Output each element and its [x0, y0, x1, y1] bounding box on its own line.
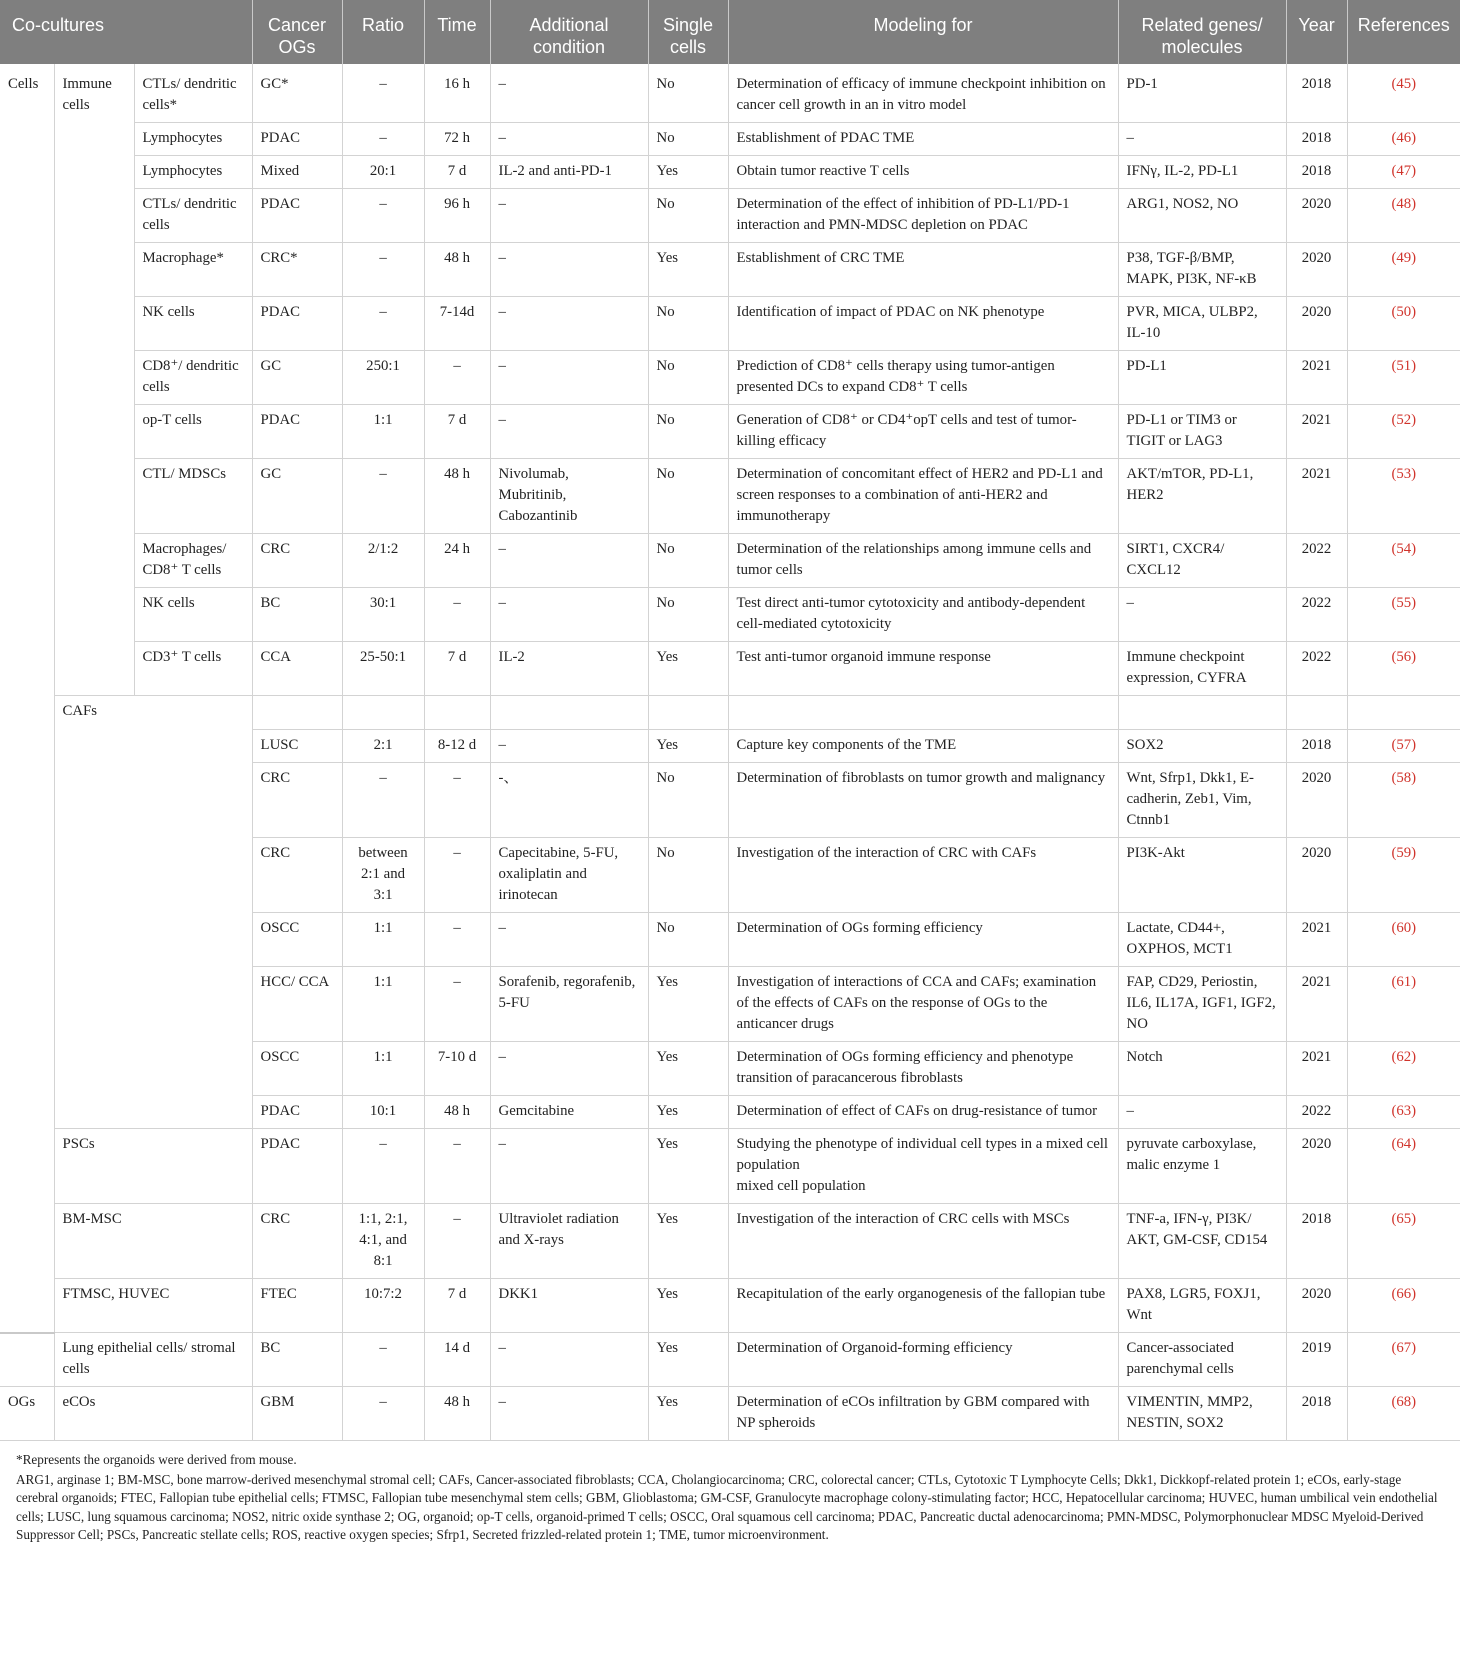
ratio-cell: 20:1 [342, 156, 424, 189]
model-cell: Determination of the effect of inhibition of PD-L1/PD-1 interaction and PMN-MDSC depletion on PDAC [728, 189, 1118, 243]
reference-link[interactable]: (50) [1347, 297, 1460, 351]
reference-link[interactable]: (65) [1347, 1204, 1460, 1279]
reference-link[interactable]: (46) [1347, 123, 1460, 156]
time-cell: – [424, 967, 490, 1042]
additional-cell: – [490, 588, 648, 642]
additional-cell: – [490, 1387, 648, 1441]
ratio-cell: – [342, 459, 424, 534]
model-cell: Investigation of interactions of CCA and CAFs; examination of the effects of CAFs on the response of OGs to the anticancer drugs [728, 967, 1118, 1042]
genes-cell: IFNγ, IL-2, PD-L1 [1118, 156, 1286, 189]
reference-link[interactable]: (63) [1347, 1096, 1460, 1129]
header-cocultures: Co-cultures [0, 0, 252, 64]
time-cell: 14 d [424, 1333, 490, 1387]
additional-cell: – [490, 243, 648, 297]
year-cell: 2020 [1286, 243, 1347, 297]
genes-cell: PD-1 [1118, 64, 1286, 123]
additional-cell: DKK1 [490, 1279, 648, 1333]
sub-cell: NK cells [134, 297, 252, 351]
time-cell: 7 d [424, 1279, 490, 1333]
table-row [0, 243, 1460, 297]
model-cell: Determination of eCOs infiltration by GBM compared with NP spheroids [728, 1387, 1118, 1441]
model-cell: Recapitulation of the early organogenesis of the fallopian tube [728, 1279, 1118, 1333]
time-cell: – [424, 913, 490, 967]
sub-cell: CTLs/ dendritic cells* [134, 64, 252, 123]
genes-cell: AKT/mTOR, PD-L1, HER2 [1118, 459, 1286, 534]
empty-cell [1347, 696, 1460, 730]
ratio-cell: 25-50:1 [342, 642, 424, 696]
reference-link[interactable]: (56) [1347, 642, 1460, 696]
additional-cell: – [490, 297, 648, 351]
single-cell: No [648, 351, 728, 405]
single-cell: No [648, 913, 728, 967]
og-cell: CRC [252, 763, 342, 838]
additional-cell: – [490, 1042, 648, 1096]
model-cell: Determination of OGs forming efficiency and phenotype transition of paracancerous fibroblasts [728, 1042, 1118, 1096]
header-refs: References [1347, 0, 1460, 64]
og-cell: FTEC [252, 1279, 342, 1333]
table-row [0, 1279, 1460, 1333]
reference-link[interactable]: (58) [1347, 763, 1460, 838]
header-time: Time [424, 0, 490, 64]
table-row [0, 156, 1460, 189]
og-cell: PDAC [252, 297, 342, 351]
year-cell: 2021 [1286, 351, 1347, 405]
genes-cell: P38, TGF-β/BMP, MAPK, PI3K, NF-κB [1118, 243, 1286, 297]
single-cell: Yes [648, 243, 728, 297]
model-cell: Determination of the relationships among immune cells and tumor cells [728, 534, 1118, 588]
og-cell: PDAC [252, 189, 342, 243]
single-cell: Yes [648, 1096, 728, 1129]
header-row [0, 0, 1460, 64]
ratio-cell: 1:1 [342, 1042, 424, 1096]
additional-cell: – [490, 534, 648, 588]
og-cell: BC [252, 1333, 342, 1387]
reference-link[interactable]: (66) [1347, 1279, 1460, 1333]
immune-continued-cell [54, 351, 134, 696]
category-ftmsc-huvec: FTMSC, HUVEC [54, 1279, 252, 1333]
og-cell: CCA [252, 642, 342, 696]
additional-cell: – [490, 123, 648, 156]
single-cell: Yes [648, 1129, 728, 1204]
genes-cell: Immune checkpoint expression, CYFRA [1118, 642, 1286, 696]
time-cell: 7 d [424, 405, 490, 459]
model-cell: Test direct anti-tumor cytotoxicity and antibody-dependent cell-mediated cytotoxicity [728, 588, 1118, 642]
og-cell: BC [252, 588, 342, 642]
category-immune: Immune cells [54, 64, 134, 351]
single-cell: Yes [648, 156, 728, 189]
ratio-cell: 10:1 [342, 1096, 424, 1129]
footnote-star: *Represents the organoids were derived from mouse. [16, 1452, 297, 1467]
footnotes [0, 1441, 1460, 1545]
single-cell: Yes [648, 730, 728, 763]
genes-cell: Cancer-associated parenchymal cells [1118, 1333, 1286, 1387]
year-cell: 2021 [1286, 913, 1347, 967]
ratio-cell: 2:1 [342, 730, 424, 763]
og-cell: PDAC [252, 405, 342, 459]
model-cell: Obtain tumor reactive T cells [728, 156, 1118, 189]
year-cell: 2021 [1286, 1042, 1347, 1096]
genes-cell: PVR, MICA, ULBP2, IL-10 [1118, 297, 1286, 351]
year-cell: 2020 [1286, 763, 1347, 838]
year-cell: 2018 [1286, 156, 1347, 189]
additional-cell: Gemcitabine [490, 1096, 648, 1129]
genes-cell: – [1118, 123, 1286, 156]
time-cell: 48 h [424, 459, 490, 534]
single-cell: Yes [648, 1279, 728, 1333]
year-cell: 2022 [1286, 534, 1347, 588]
reference-link[interactable]: (54) [1347, 534, 1460, 588]
additional-cell: Nivolumab, Mubritinib, Cabozantinib [490, 459, 648, 534]
og-cell: GC [252, 351, 342, 405]
og-cell: PDAC [252, 1096, 342, 1129]
time-cell: 7 d [424, 156, 490, 189]
additional-cell: Sorafenib, regorafenib, 5-FU [490, 967, 648, 1042]
model-cell: Capture key components of the TME [728, 730, 1118, 763]
year-cell: 2020 [1286, 838, 1347, 913]
ratio-cell: – [342, 1129, 424, 1204]
sub-cell: Lymphocytes [134, 156, 252, 189]
category-pscs: PSCs [54, 1129, 252, 1204]
header-ratio: Ratio [342, 0, 424, 64]
single-cell: No [648, 123, 728, 156]
empty-cell [1118, 696, 1286, 730]
additional-cell: – [490, 64, 648, 123]
sub-cell: op-T cells [134, 405, 252, 459]
genes-cell: PD-L1 [1118, 351, 1286, 405]
single-cell: No [648, 838, 728, 913]
table-row [0, 1333, 1460, 1387]
single-cell: Yes [648, 1042, 728, 1096]
sub-cell: CTLs/ dendritic cells [134, 189, 252, 243]
model-cell: Identification of impact of PDAC on NK phenotype [728, 297, 1118, 351]
ratio-cell: – [342, 189, 424, 243]
reference-link[interactable]: (55) [1347, 588, 1460, 642]
og-cell: OSCC [252, 1042, 342, 1096]
single-cell: No [648, 459, 728, 534]
reference-link[interactable]: (53) [1347, 459, 1460, 534]
year-cell: 2020 [1286, 1129, 1347, 1204]
single-cell: No [648, 588, 728, 642]
ratio-cell: 1:1 [342, 913, 424, 967]
genes-cell: SIRT1, CXCR4/ CXCL12 [1118, 534, 1286, 588]
time-cell: 48 h [424, 1096, 490, 1129]
single-cell: Yes [648, 1204, 728, 1279]
empty-cell [342, 696, 424, 730]
ratio-cell: – [342, 297, 424, 351]
category-lung-stromal: Lung epithelial cells/ stromal cells [54, 1333, 252, 1387]
empty-cell [424, 696, 490, 730]
sub-cell: CD3⁺ T cells [134, 642, 252, 696]
year-cell: 2018 [1286, 123, 1347, 156]
table-row [0, 534, 1460, 588]
table-row [0, 1204, 1460, 1279]
year-cell: 2018 [1286, 730, 1347, 763]
time-cell: 7 d [424, 642, 490, 696]
reference-link[interactable]: (57) [1347, 730, 1460, 763]
reference-link[interactable]: (48) [1347, 189, 1460, 243]
time-cell: 72 h [424, 123, 490, 156]
additional-cell: – [490, 730, 648, 763]
genes-cell: pyruvate carboxylase, malic enzyme 1 [1118, 1129, 1286, 1204]
single-cell: No [648, 405, 728, 459]
og-cell: CRC [252, 534, 342, 588]
category-cafs: CAFs [54, 696, 252, 913]
single-cell: No [648, 763, 728, 838]
sub-cell: Macrophage* [134, 243, 252, 297]
category-bm-msc: BM-MSC [54, 1204, 252, 1279]
category-ecos: eCOs [54, 1387, 252, 1441]
genes-cell: Wnt, Sfrp1, Dkk1, E-cadherin, Zeb1, Vim, Ctnnb1 [1118, 763, 1286, 838]
genes-cell: – [1118, 1096, 1286, 1129]
og-cell: CRC [252, 838, 342, 913]
year-cell: 2021 [1286, 405, 1347, 459]
model-cell: Establishment of PDAC TME [728, 123, 1118, 156]
sub-cell: Macrophages/ CD8⁺ T cells [134, 534, 252, 588]
empty-cell [1286, 696, 1347, 730]
additional-cell: – [490, 1333, 648, 1387]
time-cell: – [424, 1129, 490, 1204]
empty-cell [728, 696, 1118, 730]
year-cell: 2022 [1286, 642, 1347, 696]
header-cancer-ogs: Cancer OGs [252, 0, 342, 64]
ratio-cell: 2/1:2 [342, 534, 424, 588]
year-cell: 2020 [1286, 297, 1347, 351]
category-cells: Cells [0, 64, 54, 1333]
model-cell: Prediction of CD8⁺ cells therapy using tumor-antigen presented DCs to expand CD8⁺ T cells [728, 351, 1118, 405]
genes-cell: PD-L1 or TIM3 or TIGIT or LAG3 [1118, 405, 1286, 459]
sub-cell: CD8⁺/ dendritic cells [134, 351, 252, 405]
ratio-cell: – [342, 1333, 424, 1387]
reference-link[interactable]: (49) [1347, 243, 1460, 297]
single-cell: No [648, 534, 728, 588]
og-cell: CRC [252, 1204, 342, 1279]
model-cell: Studying the phenotype of individual cell types in a mixed cell population mixed cell population [728, 1129, 1118, 1204]
genes-cell: ARG1, NOS2, NO [1118, 189, 1286, 243]
additional-cell: – [490, 189, 648, 243]
genes-cell: TNF-a, IFN-γ, PI3K/ AKT, GM-CSF, CD154 [1118, 1204, 1286, 1279]
time-cell: – [424, 838, 490, 913]
additional-cell: – [490, 351, 648, 405]
genes-cell: Notch [1118, 1042, 1286, 1096]
header-single: Single cells [648, 0, 728, 64]
og-cell: GC* [252, 64, 342, 123]
year-cell: 2018 [1286, 64, 1347, 123]
time-cell: 48 h [424, 1387, 490, 1441]
table-row [0, 351, 1460, 405]
caf-continued-cell [54, 913, 252, 1129]
reference-link[interactable]: (60) [1347, 913, 1460, 967]
time-cell: 24 h [424, 534, 490, 588]
ratio-cell: 30:1 [342, 588, 424, 642]
table-row [0, 642, 1460, 696]
og-cell: GBM [252, 1387, 342, 1441]
model-cell: Determination of OGs forming efficiency [728, 913, 1118, 967]
og-cell: PDAC [252, 123, 342, 156]
reference-link[interactable]: (45) [1347, 64, 1460, 123]
genes-cell: FAP, CD29, Periostin, IL6, IL17A, IGF1, IGF2, NO [1118, 967, 1286, 1042]
table-row [0, 405, 1460, 459]
og-cell: HCC/ CCA [252, 967, 342, 1042]
table-body [0, 64, 1460, 1441]
single-cell: Yes [648, 642, 728, 696]
model-cell: Test anti-tumor organoid immune response [728, 642, 1118, 696]
footnote-abbreviations: ARG1, arginase 1; BM-MSC, bone marrow-derived mesenchymal stromal cell; CAFs, Cancer-associated fibroblasts; CCA, Cholangiocarcinoma; CRC, colorectal cancer; CTLs, Cytotoxic T Lymphocyte Cells; Dkk1, Dickkopf-related protein 1; eCOs, early-stage cerebral organoids; FTEC, Fallopian tube epithelial cells; FTMSC, Fallopian tube mesenchymal stem cells; GBM, Glioblastoma; GM-CSF, Granulocyte macrophage colony-stimulating factor; HCC, Hepatocellular carcinoma; HUVEC, human umbilical vein endothelial cells; LUSC, lung squamous carcinoma; NOS2, nitric oxide synthase 2; OG, organoid; op-T cells, organoid-primed T cells; OSCC, Oral squamous cell carcinoma; PDAC, Pancreatic ductal adenocarcinoma; PMN-MDSC, Polymorphonuclear MDSC Myeloid-Derived Suppressor Cell; PSCs, Pancreatic stellate cells; ROS, reactive oxygen species; Sfrp1, Secreted frizzled-related protein 1; TME, tumor microenvironment. [16, 1471, 1438, 1542]
additional-cell: -、 [490, 763, 648, 838]
ratio-cell: 1:1, 2:1, 4:1, and 8:1 [342, 1204, 424, 1279]
table-row [0, 459, 1460, 534]
category-ogs: OGs [0, 1387, 54, 1441]
model-cell: Investigation of the interaction of CRC cells with MSCs [728, 1204, 1118, 1279]
og-cell: GC [252, 459, 342, 534]
genes-cell: SOX2 [1118, 730, 1286, 763]
model-cell: Determination of fibroblasts on tumor growth and malignancy [728, 763, 1118, 838]
reference-link[interactable]: (47) [1347, 156, 1460, 189]
genes-cell: Lactate, CD44+, OXPHOS, MCT1 [1118, 913, 1286, 967]
time-cell: 96 h [424, 189, 490, 243]
genes-cell: PI3K-Akt [1118, 838, 1286, 913]
empty-left-cell [0, 1333, 54, 1387]
model-cell: Establishment of CRC TME [728, 243, 1118, 297]
ratio-cell: 1:1 [342, 967, 424, 1042]
time-cell: – [424, 588, 490, 642]
empty-cell [490, 696, 648, 730]
reference-link[interactable]: (52) [1347, 405, 1460, 459]
single-cell: No [648, 64, 728, 123]
og-cell: CRC* [252, 243, 342, 297]
header-genes: Related genes/ molecules [1118, 0, 1286, 64]
year-cell: 2019 [1286, 1333, 1347, 1387]
time-cell: 48 h [424, 243, 490, 297]
additional-cell: Ultraviolet radiation and X-rays [490, 1204, 648, 1279]
sub-cell: NK cells [134, 588, 252, 642]
single-cell: Yes [648, 1387, 728, 1441]
single-cell: Yes [648, 967, 728, 1042]
table-row [0, 696, 1460, 730]
year-cell: 2020 [1286, 189, 1347, 243]
single-cell: No [648, 297, 728, 351]
additional-cell: – [490, 1129, 648, 1204]
reference-link[interactable]: (68) [1347, 1387, 1460, 1441]
additional-cell: – [490, 405, 648, 459]
time-cell: 7-14d [424, 297, 490, 351]
year-cell: 2018 [1286, 1387, 1347, 1441]
time-cell: – [424, 1204, 490, 1279]
og-cell: OSCC [252, 913, 342, 967]
ratio-cell: 10:7:2 [342, 1279, 424, 1333]
reference-link[interactable]: (64) [1347, 1129, 1460, 1204]
model-cell: Generation of CD8⁺ or CD4⁺opT cells and test of tumor-killing efficacy [728, 405, 1118, 459]
table-row [0, 588, 1460, 642]
additional-cell: IL-2 [490, 642, 648, 696]
ratio-cell: 250:1 [342, 351, 424, 405]
og-cell: Mixed [252, 156, 342, 189]
table-row [0, 189, 1460, 243]
time-cell: – [424, 763, 490, 838]
reference-link[interactable]: (51) [1347, 351, 1460, 405]
table-row [0, 1129, 1460, 1204]
reference-link[interactable]: (59) [1347, 838, 1460, 913]
ratio-cell: between 2:1 and 3:1 [342, 838, 424, 913]
model-cell: Determination of concomitant effect of HER2 and PD-L1 and screen responses to a combination of anti-HER2 and immunotherapy [728, 459, 1118, 534]
model-cell: Determination of Organoid-forming efficiency [728, 1333, 1118, 1387]
og-cell: LUSC [252, 730, 342, 763]
model-cell: Investigation of the interaction of CRC with CAFs [728, 838, 1118, 913]
table-row [0, 1387, 1460, 1441]
genes-cell: VIMENTIN, MMP2, NESTIN, SOX2 [1118, 1387, 1286, 1441]
ratio-cell: – [342, 243, 424, 297]
genes-cell: – [1118, 588, 1286, 642]
additional-cell: IL-2 and anti-PD-1 [490, 156, 648, 189]
year-cell: 2021 [1286, 967, 1347, 1042]
ratio-cell: – [342, 64, 424, 123]
additional-cell: Capecitabine, 5-FU, oxaliplatin and irinotecan [490, 838, 648, 913]
year-cell: 2020 [1286, 1279, 1347, 1333]
year-cell: 2022 [1286, 588, 1347, 642]
ratio-cell: – [342, 1387, 424, 1441]
empty-cell [252, 696, 342, 730]
single-cell: Yes [648, 1333, 728, 1387]
time-cell: – [424, 351, 490, 405]
ratio-cell: – [342, 763, 424, 838]
header-additional: Additional condition [490, 0, 648, 64]
genes-cell: PAX8, LGR5, FOXJ1, Wnt [1118, 1279, 1286, 1333]
table-row [0, 64, 1460, 123]
time-cell: 16 h [424, 64, 490, 123]
year-cell: 2021 [1286, 459, 1347, 534]
og-cell: PDAC [252, 1129, 342, 1204]
sub-cell: CTL/ MDSCs [134, 459, 252, 534]
year-cell: 2018 [1286, 1204, 1347, 1279]
sub-cell: Lymphocytes [134, 123, 252, 156]
additional-cell: – [490, 913, 648, 967]
ratio-cell: – [342, 123, 424, 156]
reference-link[interactable]: (62) [1347, 1042, 1460, 1096]
table-row [0, 297, 1460, 351]
table-row [0, 123, 1460, 156]
time-cell: 7-10 d [424, 1042, 490, 1096]
empty-cell [648, 696, 728, 730]
reference-link[interactable]: (67) [1347, 1333, 1460, 1387]
model-cell: Determination of efficacy of immune checkpoint inhibition on cancer cell growth in an in vitro model [728, 64, 1118, 123]
table-row [0, 913, 1460, 967]
header-year: Year [1286, 0, 1347, 64]
ratio-cell: 1:1 [342, 405, 424, 459]
year-cell: 2022 [1286, 1096, 1347, 1129]
reference-link[interactable]: (61) [1347, 967, 1460, 1042]
model-cell: Determination of effect of CAFs on drug-resistance of tumor [728, 1096, 1118, 1129]
time-cell: 8-12 d [424, 730, 490, 763]
single-cell: No [648, 189, 728, 243]
header-modeling: Modeling for [728, 0, 1118, 64]
